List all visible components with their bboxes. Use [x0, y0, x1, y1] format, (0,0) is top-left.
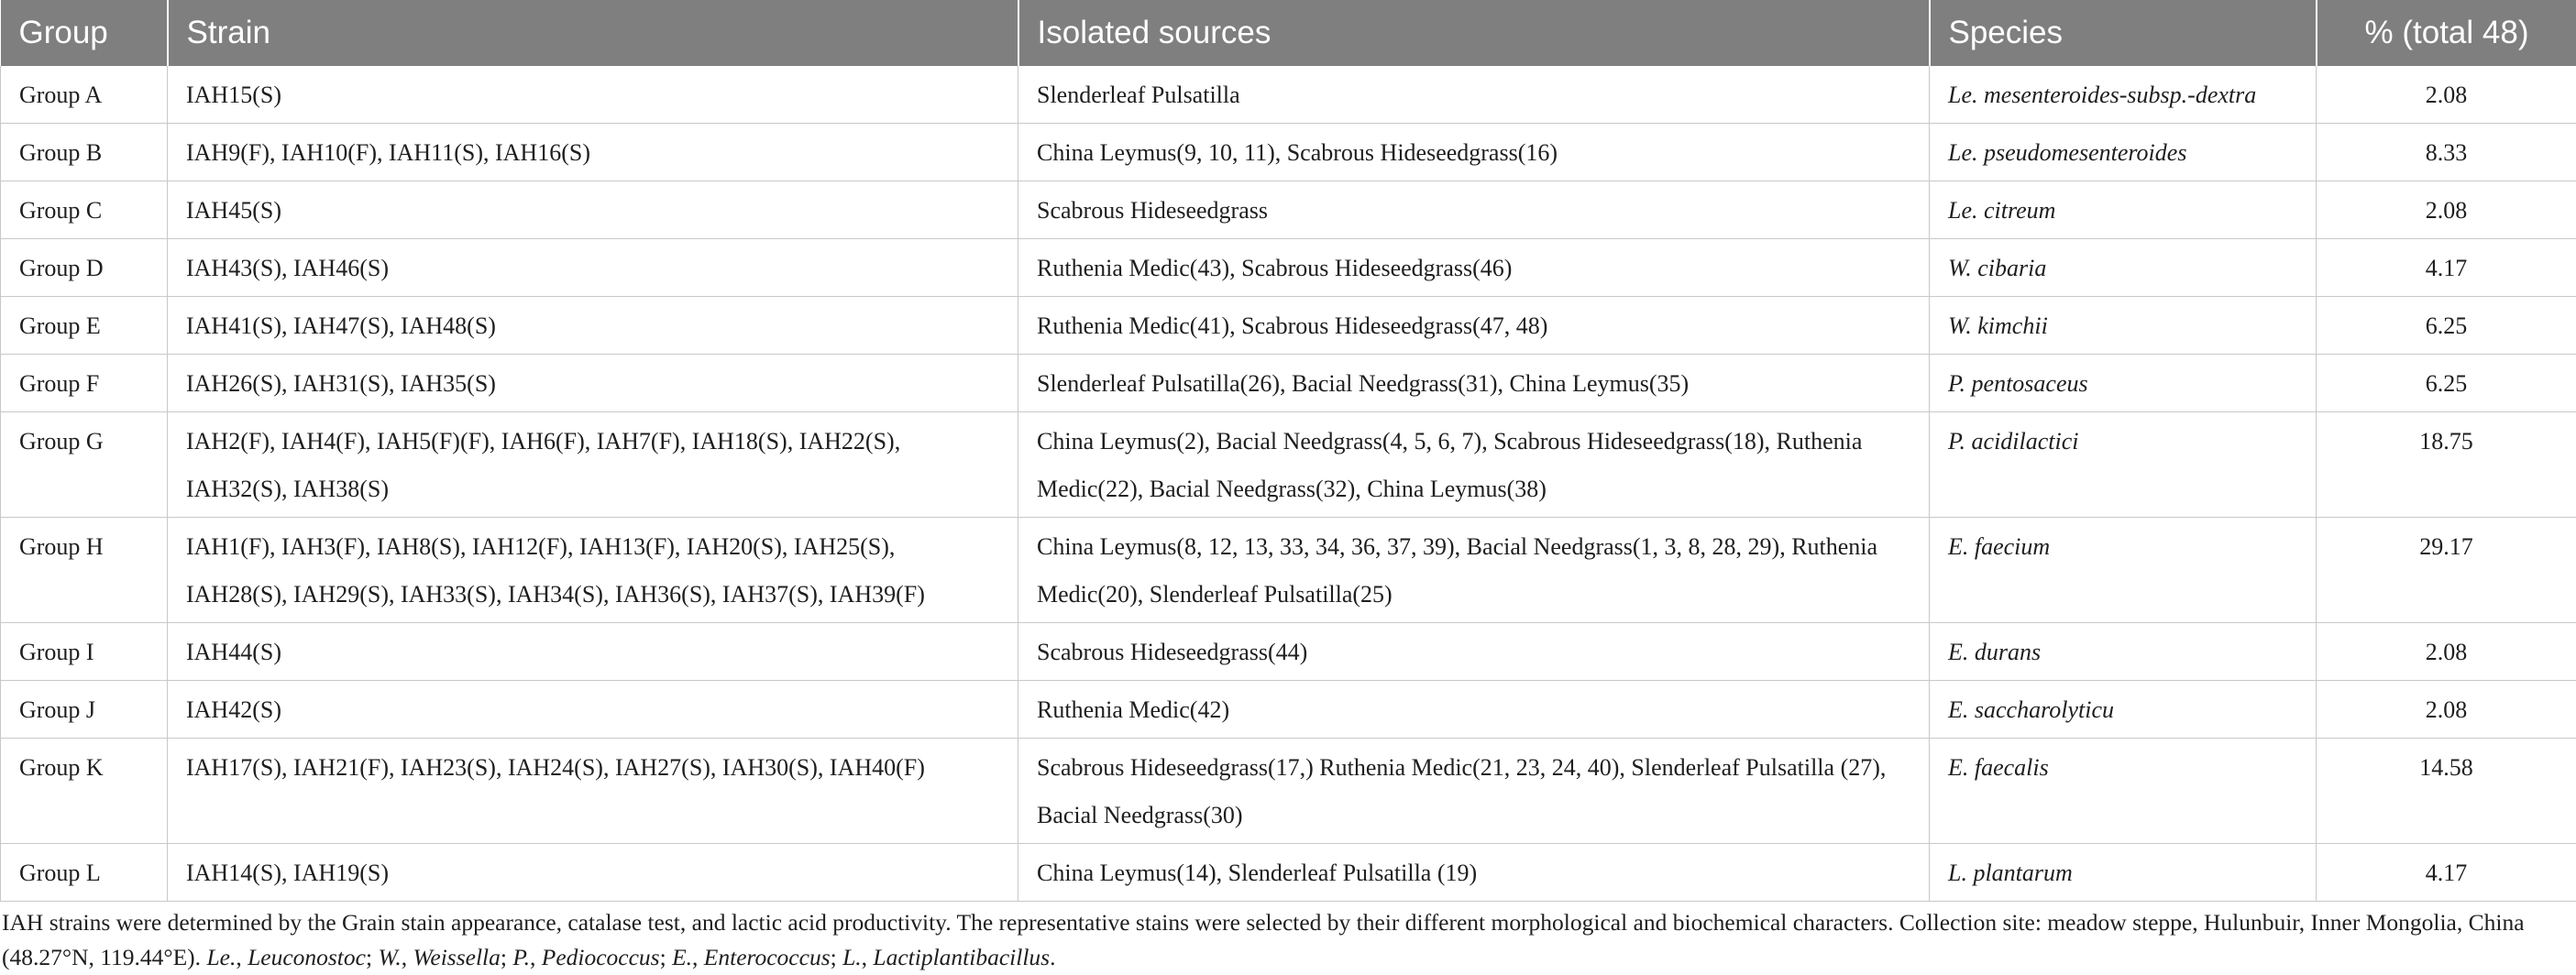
header-percent: % (total 48): [2317, 0, 2576, 66]
abbreviation: L.: [842, 944, 862, 970]
abbreviation: P.: [512, 944, 530, 970]
abbreviation: E.: [672, 944, 692, 970]
cell-group: Group C: [1, 181, 168, 239]
cell-group: Group H: [1, 518, 168, 623]
header-species: Species: [1930, 0, 2317, 66]
cell-strain: IAH1(F), IAH3(F), IAH8(S), IAH12(F), IAH13(F), IAH20(S), IAH25(S), IAH28(S), IAH29(S), IAH33(S), IAH34(S), IAH36(S), IAH37(S), IAH39(F): [168, 518, 1018, 623]
cell-group: Group L: [1, 844, 168, 902]
cell-percent: 29.17: [2317, 518, 2576, 623]
table-row: [1, 124, 2576, 181]
cell-strain: IAH2(F), IAH4(F), IAH5(F)(F), IAH6(F), IAH7(F), IAH18(S), IAH22(S), IAH32(S), IAH38(S): [168, 412, 1018, 518]
table-row: [1, 239, 2576, 297]
table-row: [1, 181, 2576, 239]
cell-strain: IAH43(S), IAH46(S): [168, 239, 1018, 297]
cell-strain: IAH9(F), IAH10(F), IAH11(S), IAH16(S): [168, 124, 1018, 181]
table-row: [1, 66, 2576, 124]
cell-strain: IAH26(S), IAH31(S), IAH35(S): [168, 355, 1018, 412]
table-row: [1, 297, 2576, 355]
cell-percent: 18.75: [2317, 412, 2576, 518]
cell-group: Group J: [1, 681, 168, 739]
cell-percent: 2.08: [2317, 681, 2576, 739]
abbreviation: W.: [378, 944, 401, 970]
table-row: [1, 518, 2576, 623]
cell-sources: Scabrous Hideseedgrass: [1018, 181, 1930, 239]
cell-species: E. saccharolyticu: [1930, 681, 2317, 739]
table-row: [1, 681, 2576, 739]
abbreviation: Le.: [206, 944, 236, 970]
cell-sources: Scabrous Hideseedgrass(17,) Ruthenia Medic(21, 23, 24, 40), Slenderleaf Pulsatilla (27), Bacial Needgrass(30): [1018, 739, 1930, 844]
cell-sources: Ruthenia Medic(42): [1018, 681, 1930, 739]
cell-species: P. pentosaceus: [1930, 355, 2317, 412]
cell-strain: IAH44(S): [168, 623, 1018, 681]
cell-percent: 2.08: [2317, 181, 2576, 239]
cell-species: E. faecium: [1930, 518, 2317, 623]
header-group: Group: [1, 0, 168, 66]
cell-strain: IAH15(S): [168, 66, 1018, 124]
cell-sources: Slenderleaf Pulsatilla(26), Bacial Needgrass(31), China Leymus(35): [1018, 355, 1930, 412]
cell-percent: 2.08: [2317, 66, 2576, 124]
table-body: [1, 66, 2576, 902]
table-row: [1, 412, 2576, 518]
cell-percent: 8.33: [2317, 124, 2576, 181]
abbreviation-full: Enterococcus: [704, 944, 831, 970]
cell-percent: 14.58: [2317, 739, 2576, 844]
cell-group: Group I: [1, 623, 168, 681]
cell-group: Group E: [1, 297, 168, 355]
cell-group: Group G: [1, 412, 168, 518]
cell-percent: 2.08: [2317, 623, 2576, 681]
footnote-abbreviations: Le., Leuconostoc; W., Weissella; P., Pediococcus; E., Enterococcus; L., Lactiplantibacillus.: [206, 944, 1055, 970]
cell-sources: China Leymus(2), Bacial Needgrass(4, 5, 6, 7), Scabrous Hideseedgrass(18), Ruthenia Medic(22), Bacial Needgrass(32), China Leymus(38): [1018, 412, 1930, 518]
cell-percent: 6.25: [2317, 297, 2576, 355]
cell-species: P. acidilactici: [1930, 412, 2317, 518]
footnote-text: IAH strains were determined by the Grain stain appearance, catalase test, and lactic acid productivity. The representative stains were selected by their different morphological and biochemical characters. Collection site: meadow steppe, Hulunbuir, Inner Mongolia, China (48.27°N, 119.44°E).: [2, 909, 2525, 970]
cell-sources: China Leymus(9, 10, 11), Scabrous Hideseedgrass(16): [1018, 124, 1930, 181]
cell-species: Le. mesenteroides-subsp.-dextra: [1930, 66, 2317, 124]
table-row: [1, 355, 2576, 412]
abbreviation-full: Leuconostoc: [248, 944, 366, 970]
cell-sources: Slenderleaf Pulsatilla: [1018, 66, 1930, 124]
cell-sources: Ruthenia Medic(43), Scabrous Hideseedgrass(46): [1018, 239, 1930, 297]
cell-species: Le. pseudomesenteroides: [1930, 124, 2317, 181]
header-strain: Strain: [168, 0, 1018, 66]
cell-strain: IAH14(S), IAH19(S): [168, 844, 1018, 902]
cell-sources: China Leymus(14), Slenderleaf Pulsatilla (19): [1018, 844, 1930, 902]
cell-species: E. faecalis: [1930, 739, 2317, 844]
cell-sources: Scabrous Hideseedgrass(44): [1018, 623, 1930, 681]
cell-sources: China Leymus(8, 12, 13, 33, 34, 36, 37, 39), Bacial Needgrass(1, 3, 8, 28, 29), Ruthenia Medic(20), Slenderleaf Pulsatilla(25): [1018, 518, 1930, 623]
cell-percent: 6.25: [2317, 355, 2576, 412]
cell-sources: Ruthenia Medic(41), Scabrous Hideseedgrass(47, 48): [1018, 297, 1930, 355]
cell-group: Group F: [1, 355, 168, 412]
cell-strain: IAH42(S): [168, 681, 1018, 739]
cell-strain: IAH41(S), IAH47(S), IAH48(S): [168, 297, 1018, 355]
cell-group: Group B: [1, 124, 168, 181]
cell-group: Group D: [1, 239, 168, 297]
cell-strain: IAH45(S): [168, 181, 1018, 239]
table-footnote: [0, 902, 2576, 975]
cell-species: W. kimchii: [1930, 297, 2317, 355]
abbreviation-full: Pediococcus: [542, 944, 660, 970]
cell-percent: 4.17: [2317, 844, 2576, 902]
table-row: [1, 623, 2576, 681]
header-row: [1, 0, 2576, 66]
cell-group: Group K: [1, 739, 168, 844]
header-isolated-sources: Isolated sources: [1018, 0, 1930, 66]
cell-species: W. cibaria: [1930, 239, 2317, 297]
abbreviation-full: Lactiplantibacillus: [873, 944, 1050, 970]
cell-species: E. durans: [1930, 623, 2317, 681]
cell-group: Group A: [1, 66, 168, 124]
cell-strain: IAH17(S), IAH21(F), IAH23(S), IAH24(S), IAH27(S), IAH30(S), IAH40(F): [168, 739, 1018, 844]
cell-percent: 4.17: [2317, 239, 2576, 297]
table-row: [1, 844, 2576, 902]
cell-species: Le. citreum: [1930, 181, 2317, 239]
table-row: [1, 739, 2576, 844]
cell-species: L. plantarum: [1930, 844, 2317, 902]
abbreviation-full: Weissella: [413, 944, 500, 970]
